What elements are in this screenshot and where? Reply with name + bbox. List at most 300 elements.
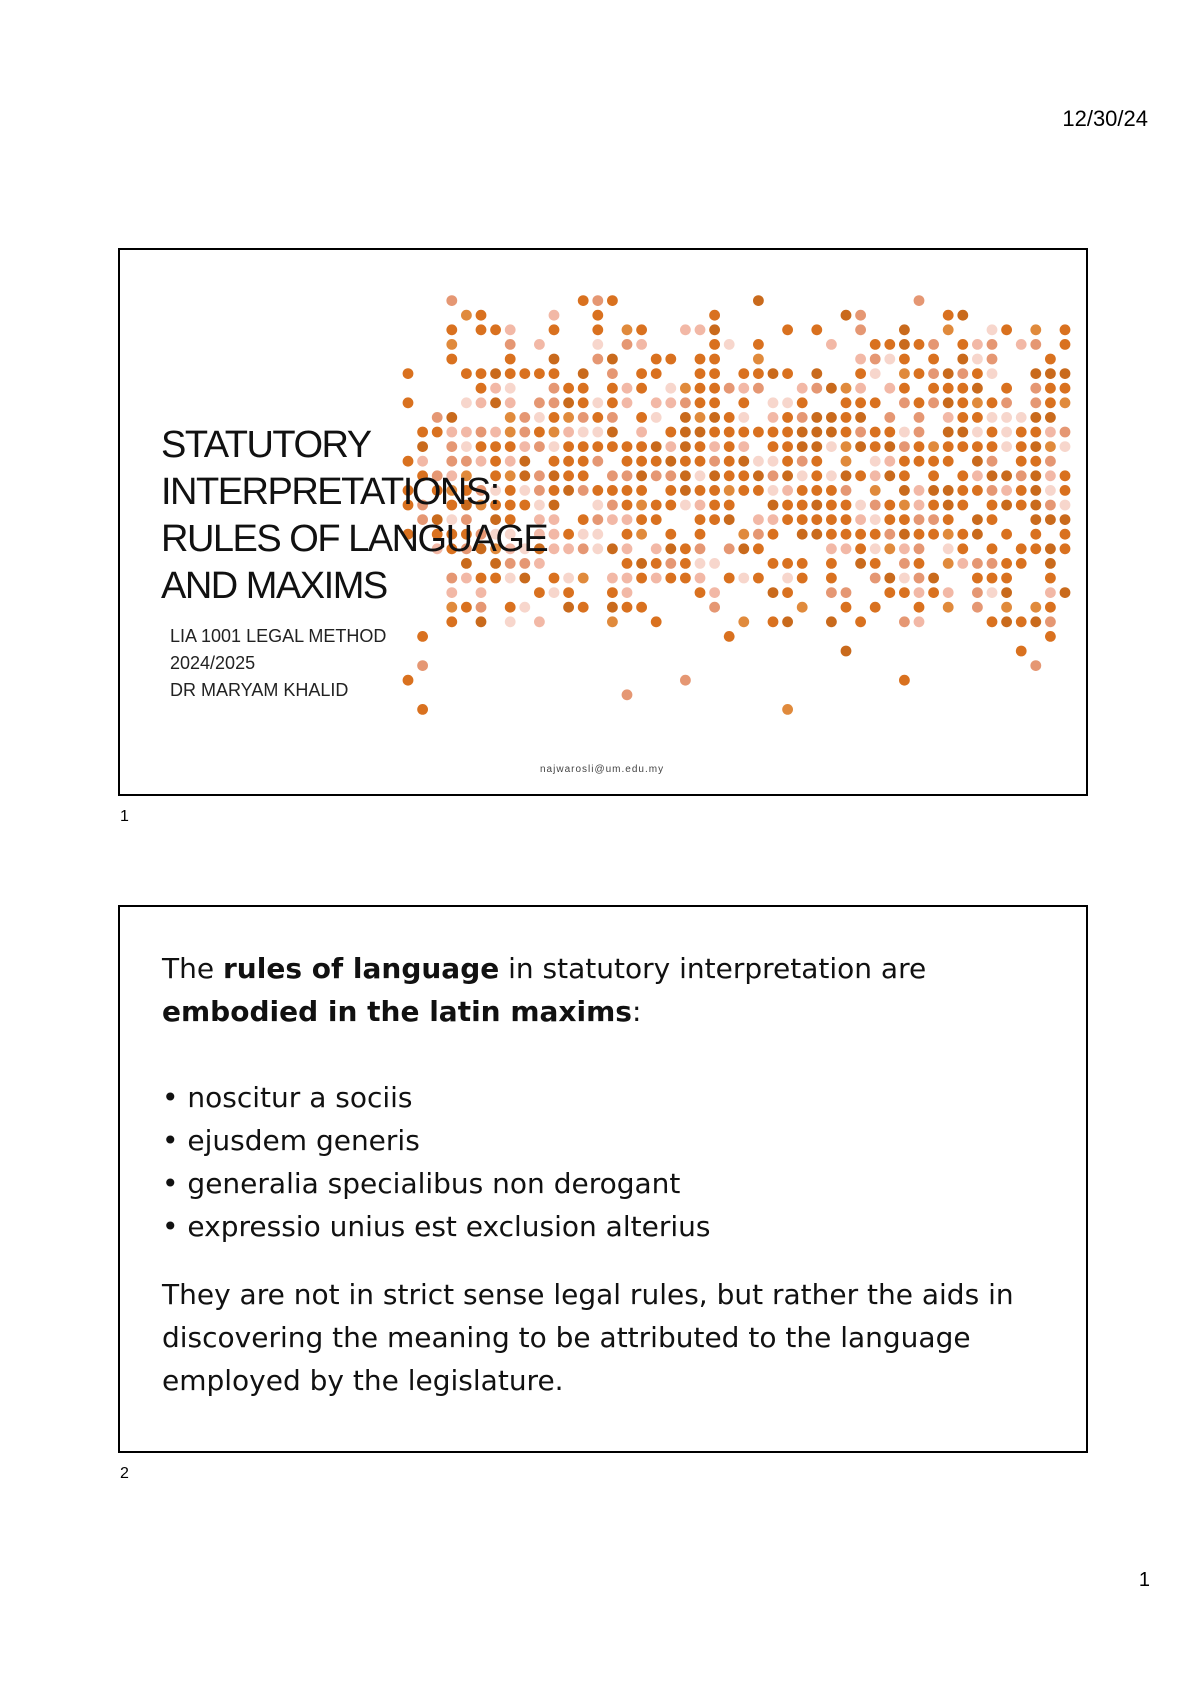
- decorative-dot: [841, 310, 852, 321]
- decorative-dot: [578, 514, 589, 525]
- decorative-dot: [607, 295, 618, 306]
- decorative-dot: [826, 427, 837, 438]
- decorative-dot: [709, 500, 720, 511]
- decorative-dot: [738, 368, 749, 379]
- decorative-dot: [724, 543, 735, 554]
- decorative-dot: [826, 573, 837, 584]
- decorative-dot: [709, 587, 720, 598]
- decorative-dot: [695, 368, 706, 379]
- decorative-dot: [636, 339, 647, 350]
- decorative-dot: [651, 412, 662, 423]
- decorative-dot: [987, 354, 998, 365]
- decorative-dot: [753, 514, 764, 525]
- decorative-dot: [753, 368, 764, 379]
- decorative-dot: [519, 368, 530, 379]
- decorative-dot: [797, 383, 808, 394]
- decorative-dot: [855, 397, 866, 408]
- decorative-dot: [578, 397, 589, 408]
- decorative-dot: [987, 397, 998, 408]
- decorative-dot: [738, 441, 749, 452]
- decorative-dot: [738, 529, 749, 540]
- decorative-dot: [709, 485, 720, 496]
- decorative-dot: [768, 500, 779, 511]
- decorative-dot: [592, 485, 603, 496]
- decorative-dot: [665, 470, 676, 481]
- decorative-dot: [651, 514, 662, 525]
- decorative-dot: [1045, 397, 1056, 408]
- decorative-dot: [622, 324, 633, 335]
- decorative-dot: [1045, 631, 1056, 642]
- decorative-dot: [1030, 324, 1041, 335]
- decorative-dot: [651, 441, 662, 452]
- decorative-dot: [1045, 573, 1056, 584]
- decorative-dot: [1001, 427, 1012, 438]
- intro-text: :: [631, 995, 642, 1028]
- decorative-dot: [972, 412, 983, 423]
- decorative-dot: [841, 441, 852, 452]
- intro-text: The: [162, 952, 223, 985]
- decorative-dot: [957, 470, 968, 481]
- slide-number: 2: [120, 1465, 129, 1482]
- decorative-dot: [811, 383, 822, 394]
- decorative-dot: [870, 573, 881, 584]
- decorative-dot: [709, 397, 720, 408]
- decorative-dot: [826, 441, 837, 452]
- decorative-dot: [505, 397, 516, 408]
- decorative-dot: [578, 573, 589, 584]
- decorative-dot: [549, 368, 560, 379]
- decorative-dot: [841, 485, 852, 496]
- decorative-dot: [841, 500, 852, 511]
- decorative-dot: [578, 427, 589, 438]
- decorative-dot: [709, 558, 720, 569]
- decorative-dot: [592, 339, 603, 350]
- decorative-dot: [578, 383, 589, 394]
- decorative-dot: [1001, 500, 1012, 511]
- decorative-dot: [578, 470, 589, 481]
- decorative-dot: [1030, 456, 1041, 467]
- decorative-dot: [1030, 427, 1041, 438]
- decorative-dot: [841, 383, 852, 394]
- decorative-dot: [446, 324, 457, 335]
- decorative-dot: [695, 441, 706, 452]
- decorative-dot: [1030, 543, 1041, 554]
- decorative-dot: [943, 456, 954, 467]
- decorative-dot: [680, 397, 691, 408]
- decorative-dot: [592, 456, 603, 467]
- decorative-dot: [768, 514, 779, 525]
- decorative-dot: [505, 383, 516, 394]
- decorative-dot: [563, 602, 574, 613]
- decorative-dot: [782, 485, 793, 496]
- decorative-dot: [826, 412, 837, 423]
- decorative-dot: [665, 397, 676, 408]
- decorative-dot: [943, 310, 954, 321]
- decorative-dot: [768, 441, 779, 452]
- decorative-dot: [1030, 660, 1041, 671]
- decorative-dot: [622, 587, 633, 598]
- decorative-dot: [914, 412, 925, 423]
- decorative-dot: [855, 558, 866, 569]
- decorative-dot: [724, 456, 735, 467]
- decorative-dot: [914, 529, 925, 540]
- decorative-dot: [972, 368, 983, 379]
- decorative-dot: [957, 383, 968, 394]
- decorative-dot: [665, 500, 676, 511]
- decorative-dot: [651, 368, 662, 379]
- decorative-dot: [461, 368, 472, 379]
- decorative-dot: [768, 558, 779, 569]
- decorative-dot: [870, 543, 881, 554]
- decorative-dot: [651, 397, 662, 408]
- decorative-dot: [622, 383, 633, 394]
- decorative-dot: [578, 412, 589, 423]
- decorative-dot: [826, 514, 837, 525]
- decorative-dot: [607, 383, 618, 394]
- decorative-dot: [549, 470, 560, 481]
- decorative-dot: [592, 310, 603, 321]
- decorative-dot: [841, 427, 852, 438]
- decorative-dot: [724, 631, 735, 642]
- decorative-dot: [972, 602, 983, 613]
- decorative-dot: [797, 558, 808, 569]
- decorative-dot: [534, 339, 545, 350]
- decorative-dot: [695, 500, 706, 511]
- decorative-dot: [884, 412, 895, 423]
- decorative-dot: [782, 441, 793, 452]
- decorative-dot: [563, 383, 574, 394]
- decorative-dot: [607, 412, 618, 423]
- decorative-dot: [695, 573, 706, 584]
- decorative-dot: [972, 397, 983, 408]
- decorative-dot: [768, 616, 779, 627]
- decorative-dot: [592, 412, 603, 423]
- decorative-dot: [549, 573, 560, 584]
- decorative-dot: [1001, 558, 1012, 569]
- decorative-dot: [972, 339, 983, 350]
- footer-email: najwarosli@um.edu.my: [540, 764, 665, 775]
- decorative-dot: [928, 573, 939, 584]
- decorative-dot: [578, 295, 589, 306]
- decorative-dot: [768, 470, 779, 481]
- decorative-dot: [987, 441, 998, 452]
- decorative-dot: [549, 587, 560, 598]
- decorative-dot: [680, 558, 691, 569]
- decorative-dot: [870, 558, 881, 569]
- decorative-dot: [738, 456, 749, 467]
- decorative-dot: [811, 412, 822, 423]
- decorative-dot: [797, 456, 808, 467]
- decorative-dot: [724, 500, 735, 511]
- decorative-dot: [1045, 558, 1056, 569]
- decorative-dot: [768, 529, 779, 540]
- decorative-dot: [505, 616, 516, 627]
- decorative-dot: [549, 412, 560, 423]
- decorative-dot: [987, 514, 998, 525]
- decorative-dot: [987, 456, 998, 467]
- decorative-dot: [680, 383, 691, 394]
- decorative-dot: [1016, 500, 1027, 511]
- decorative-dot: [811, 529, 822, 540]
- decorative-dot: [709, 456, 720, 467]
- decorative-dot: [884, 441, 895, 452]
- decorative-dot: [695, 412, 706, 423]
- decorative-dot: [928, 500, 939, 511]
- decorative-dot: [1060, 368, 1071, 379]
- decorative-dot: [592, 543, 603, 554]
- decorative-dot: [403, 368, 414, 379]
- decorative-dot: [1001, 412, 1012, 423]
- decorative-dot: [476, 397, 487, 408]
- decorative-dot: [651, 354, 662, 365]
- decorative-dot: [797, 427, 808, 438]
- decorative-dot: [768, 587, 779, 598]
- decorative-dot: [549, 310, 560, 321]
- decorative-dot: [665, 441, 676, 452]
- decorative-dot: [738, 412, 749, 423]
- decorative-dot: [899, 397, 910, 408]
- decorative-dot: [899, 354, 910, 365]
- decorative-dot: [607, 427, 618, 438]
- decorative-dot: [987, 616, 998, 627]
- decorative-dot: [738, 427, 749, 438]
- decorative-dot: [695, 397, 706, 408]
- list-item: • generalia specialibus non derogant: [162, 1162, 1056, 1205]
- decorative-dot: [680, 324, 691, 335]
- decorative-dot: [680, 573, 691, 584]
- decorative-dot: [1045, 514, 1056, 525]
- decorative-dot: [1060, 383, 1071, 394]
- decorative-dot: [899, 456, 910, 467]
- decorative-dot: [446, 354, 457, 365]
- decorative-dot: [1045, 441, 1056, 452]
- decorative-dot: [884, 456, 895, 467]
- decorative-dot: [987, 368, 998, 379]
- decorative-dot: [1016, 441, 1027, 452]
- decorative-dot: [855, 514, 866, 525]
- decorative-dot: [841, 456, 852, 467]
- decorative-dot: [1016, 456, 1027, 467]
- decorative-dot: [680, 412, 691, 423]
- decorative-dot: [549, 456, 560, 467]
- decorative-dot: [549, 529, 560, 540]
- decorative-dot: [636, 602, 647, 613]
- decorative-dot: [1030, 500, 1041, 511]
- decorative-dot: [957, 412, 968, 423]
- decorative-dot: [914, 397, 925, 408]
- decorative-dot: [549, 354, 560, 365]
- decorative-dot: [622, 485, 633, 496]
- decorative-dot: [651, 470, 662, 481]
- decorative-dot: [797, 412, 808, 423]
- title-line: STATUTORY: [161, 424, 371, 466]
- decorative-dot: [753, 573, 764, 584]
- decorative-dot: [972, 514, 983, 525]
- decorative-dot: [607, 397, 618, 408]
- decorative-dot: [884, 470, 895, 481]
- decorative-dot: [972, 573, 983, 584]
- decorative-dot: [768, 427, 779, 438]
- decorative-dot: [884, 427, 895, 438]
- decorative-dot: [709, 354, 720, 365]
- decorative-dot: [1045, 500, 1056, 511]
- page-number: 1: [1138, 1569, 1150, 1591]
- decorative-dot: [563, 587, 574, 598]
- decorative-dot: [607, 500, 618, 511]
- decorative-dot: [1016, 485, 1027, 496]
- decorative-dot: [1060, 470, 1071, 481]
- decorative-dot: [1060, 324, 1071, 335]
- decorative-dot: [768, 397, 779, 408]
- decorative-dot: [826, 529, 837, 540]
- decorative-dot: [636, 412, 647, 423]
- decorative-dot: [1016, 470, 1027, 481]
- decorative-dot: [680, 470, 691, 481]
- decorative-dot: [884, 514, 895, 525]
- decorative-dot: [855, 354, 866, 365]
- decorative-dot: [753, 485, 764, 496]
- decorative-dot: [987, 500, 998, 511]
- decorative-dot: [563, 573, 574, 584]
- decorative-dot: [622, 558, 633, 569]
- decorative-dot: [957, 368, 968, 379]
- decorative-dot: [797, 500, 808, 511]
- decorative-dot: [1045, 616, 1056, 627]
- decorative-dot: [622, 456, 633, 467]
- decorative-dot: [622, 573, 633, 584]
- decorative-dot: [578, 543, 589, 554]
- decorative-dot: [505, 368, 516, 379]
- decorative-dot: [549, 500, 560, 511]
- title-line: AND MAXIMS: [161, 565, 387, 607]
- decorative-dot: [724, 441, 735, 452]
- decorative-dot: [899, 470, 910, 481]
- decorative-dot: [972, 354, 983, 365]
- decorative-dot: [884, 587, 895, 598]
- decorative-dot: [1001, 383, 1012, 394]
- decorative-dot: [651, 456, 662, 467]
- decorative-dot: [753, 427, 764, 438]
- decorative-dot: [738, 470, 749, 481]
- decorative-dot: [1030, 485, 1041, 496]
- decorative-dot: [622, 397, 633, 408]
- decorative-dot: [607, 602, 618, 613]
- decorative-dot: [841, 587, 852, 598]
- decorative-dot: [1001, 441, 1012, 452]
- decorative-dot: [461, 310, 472, 321]
- decorative-dot: [1016, 646, 1027, 657]
- decorative-dot: [768, 412, 779, 423]
- decorative-dot: [811, 500, 822, 511]
- decorative-dot: [1016, 412, 1027, 423]
- decorative-dot: [607, 470, 618, 481]
- decorative-dot: [914, 339, 925, 350]
- decorative-dot: [943, 558, 954, 569]
- slide-2: [118, 905, 1088, 1453]
- decorative-dot: [695, 543, 706, 554]
- decorative-dot: [695, 324, 706, 335]
- decorative-dot: [490, 324, 501, 335]
- decorative-dot: [943, 412, 954, 423]
- decorative-dot: [1001, 485, 1012, 496]
- closing-paragraph: They are not in strict sense legal rules, but rather the aids in discovering the meaning to be attributed to the language employed by the legislature.: [162, 1278, 1014, 1397]
- decorative-dot: [1060, 427, 1071, 438]
- decorative-dot: [914, 427, 925, 438]
- decorative-dot: [724, 427, 735, 438]
- decorative-dot: [592, 397, 603, 408]
- decorative-dot: [622, 441, 633, 452]
- decorative-dot: [972, 558, 983, 569]
- decorative-dot: [1045, 412, 1056, 423]
- decorative-dot: [841, 412, 852, 423]
- decorative-dot: [549, 543, 560, 554]
- decorative-dot: [636, 529, 647, 540]
- decorative-dot: [884, 500, 895, 511]
- decorative-dot: [928, 354, 939, 365]
- decorative-dot: [1016, 543, 1027, 554]
- decorative-dot: [914, 485, 925, 496]
- decorative-dot: [592, 324, 603, 335]
- decorative-dot: [665, 573, 676, 584]
- decorative-dot: [534, 616, 545, 627]
- decorative-dot: [695, 529, 706, 540]
- decorative-dot: [1030, 616, 1041, 627]
- title-line: INTERPRETATIONS:: [161, 471, 499, 513]
- decorative-dot: [665, 383, 676, 394]
- decorative-dot: [753, 543, 764, 554]
- intro-emphasis: embodied in the latin maxims: [162, 995, 632, 1028]
- decorative-dot: [651, 500, 662, 511]
- decorative-dot: [943, 397, 954, 408]
- decorative-dot: [855, 470, 866, 481]
- decorative-dot: [753, 470, 764, 481]
- decorative-dot: [636, 441, 647, 452]
- decorative-dot: [1030, 412, 1041, 423]
- decorative-dot: [957, 558, 968, 569]
- decorative-dot: [899, 339, 910, 350]
- slide-subtitle: [170, 623, 386, 704]
- decorative-dot: [1016, 339, 1027, 350]
- decorative-dot: [811, 324, 822, 335]
- decorative-dot: [607, 543, 618, 554]
- intro-text: in statutory interpretation are: [499, 952, 927, 985]
- intro-line-1: [162, 947, 1056, 990]
- decorative-dot: [476, 383, 487, 394]
- decorative-dot: [578, 529, 589, 540]
- decorative-dot: [446, 339, 457, 350]
- decorative-dot: [738, 543, 749, 554]
- decorative-dot: [1060, 514, 1071, 525]
- decorative-dot: [987, 558, 998, 569]
- decorative-dot: [578, 456, 589, 467]
- decorative-dot: [1060, 485, 1071, 496]
- decorative-dot: [490, 397, 501, 408]
- decorative-dot: [563, 529, 574, 540]
- decorative-dot: [1001, 616, 1012, 627]
- decorative-dot: [636, 456, 647, 467]
- decorative-dot: [1030, 383, 1041, 394]
- decorative-dot: [1016, 427, 1027, 438]
- decorative-dot: [680, 500, 691, 511]
- decorative-dot: [592, 514, 603, 525]
- decorative-dot: [972, 383, 983, 394]
- decorative-dot: [943, 427, 954, 438]
- decorative-dot: [1045, 427, 1056, 438]
- decorative-dot: [884, 573, 895, 584]
- decorative-dot: [899, 558, 910, 569]
- decorative-dot: [417, 704, 428, 715]
- decorative-dot: [782, 573, 793, 584]
